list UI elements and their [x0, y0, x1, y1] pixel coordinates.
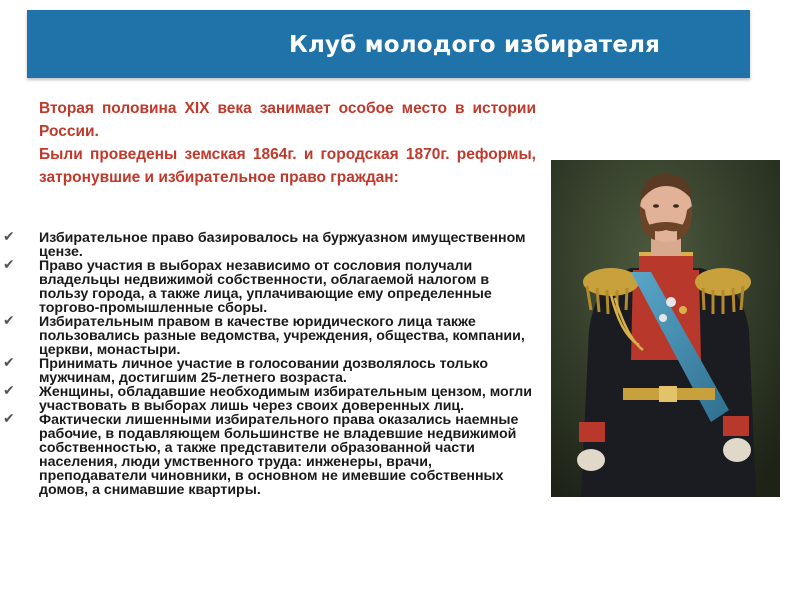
checkmark-icon: ✔: [3, 355, 15, 371]
portrait-illustration: [551, 160, 780, 497]
bullet-text: Избирательное право базировалось на буржуазном имущественном цензе.: [39, 230, 526, 260]
bullet-item: [0, 231, 536, 259]
checkmark-icon: ✔: [3, 383, 15, 399]
page-title: Клуб молодого избирателя: [289, 32, 661, 58]
bullet-item: [0, 315, 536, 357]
bullet-text: Избирательным правом в качестве юридического лица также пользовались разные ведомства, учреждения, общества, компании, церкви, монастыри.: [39, 314, 525, 358]
bullet-item: [0, 385, 536, 413]
bullet-item: [0, 259, 536, 315]
checkmark-icon: ✔: [3, 313, 15, 329]
bullet-text: Право участия в выборах независимо от сословия получали владельцы недвижимой собственности, облагаемой налогом в пользу города, а также лица, уплачивающие ему определенные торгово-промышленные сборы.: [39, 258, 492, 316]
checkmark-icon: ✔: [3, 257, 15, 273]
intro-paragraph-1: Вторая половина XIX века занимает особое место в истории России.: [39, 100, 536, 140]
bullet-text: Принимать личное участие в голосовании дозволялось только мужчинам, достигшим 25-летнего возраста.: [39, 356, 488, 386]
bullet-item: [0, 357, 536, 385]
bullet-text: Фактически лишенными избирательного права оказались наемные рабочие, в подавляющем большинстве не владевшие недвижимой собственностью, а также представители образованной части населения, люди умственного труда: инженеры, врачи, преподаватели чиновники, в основном не имевшие собственных домов, а снимавшие квартиры.: [39, 412, 519, 498]
intro-paragraph-2: Были проведены земская 1864г. и городская 1870г. реформы, затронувшие и избирательное право граждан:: [39, 146, 536, 186]
checkmark-icon: ✔: [3, 229, 15, 245]
bullet-item: [0, 413, 536, 497]
checkmark-icon: ✔: [3, 411, 15, 427]
portrait-image: [551, 160, 780, 497]
bullet-text: Женщины, обладавшие необходимым избирательным цензом, могли участвовать в выборах лишь через своих доверенных лиц.: [39, 384, 533, 414]
title-banner: [27, 10, 750, 78]
bullet-list: [0, 231, 536, 497]
